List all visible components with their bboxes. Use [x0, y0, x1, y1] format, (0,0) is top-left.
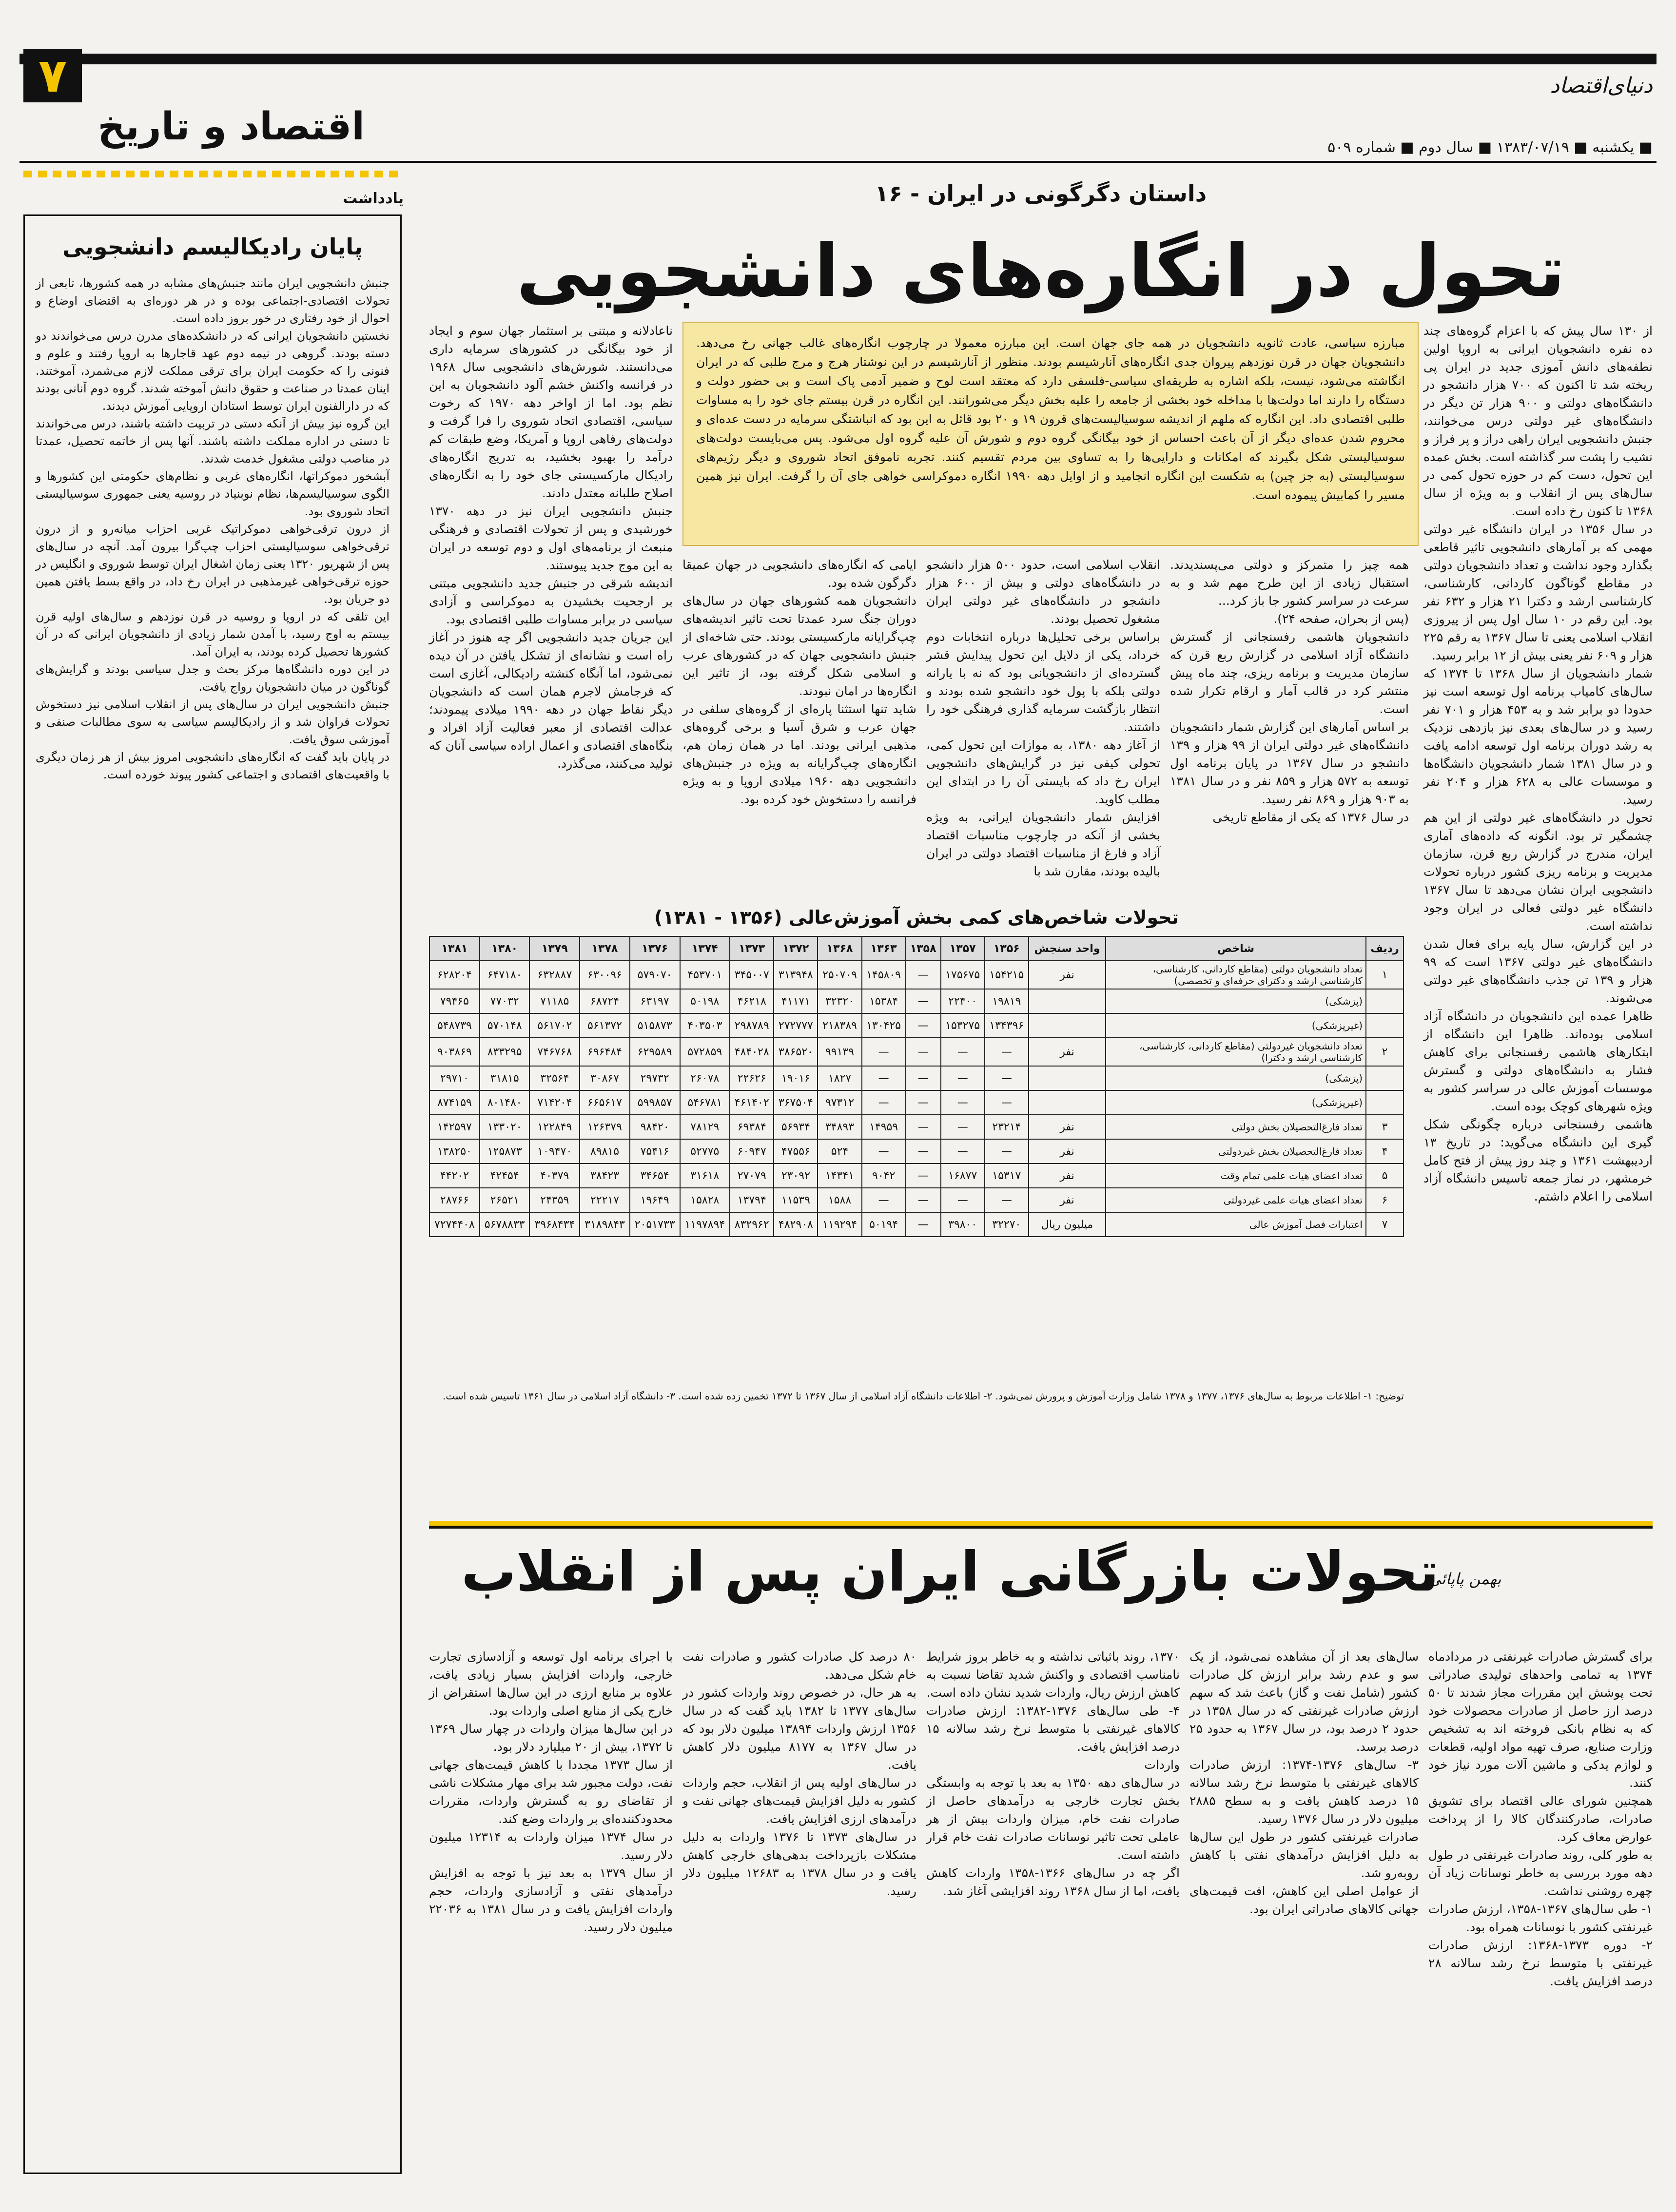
table-cell: ۱۶۸۷۷ — [941, 1164, 985, 1188]
table-cell: نفر — [1029, 1188, 1106, 1212]
table-header-cell: ۱۳۵۶ — [985, 936, 1029, 961]
table-cell — [1029, 1066, 1106, 1090]
table-cell: ۱۷۵۶۷۵ — [941, 961, 985, 989]
table-cell: ۸۳۲۹۶۲ — [730, 1212, 774, 1237]
table-cell: ۱۲۵۸۷۳ — [480, 1139, 530, 1164]
table-cell: ۲۶۰۷۸ — [680, 1066, 730, 1090]
table-cell: ۶ — [1366, 1188, 1403, 1212]
table-cell: نفر — [1029, 961, 1106, 989]
table-cell: ۱۳۷۹۴ — [730, 1188, 774, 1212]
section-title: اقتصاد و تاریخ — [97, 105, 365, 149]
table-cell: ۱۳۳۰۲۰ — [480, 1115, 530, 1139]
table-cell — [1029, 989, 1106, 1013]
table-cell: ۵۷۲۸۵۹ — [680, 1038, 730, 1066]
table-cell: ۹۰۳۸۶۹ — [429, 1038, 480, 1066]
bottom-column-5: با اجرای برنامه اول توسعه و آزادسازی تجارت خارجی، واردات افزایش بسیار زیادی یافت، علاوه بر منابع ارزی در این سال‌ها استقراض از خارج یکی از منابع اصلی واردات بود. در این سال‌ها میزان واردات در چهار سال ۱۳۶۹ تا ۱۳۷۲، بیش از ۲۰ میلیارد دلار بود. از سال ۱۳۷۳ مجددا با کاهش قیمت‌های جهانی نفت، دولت مجبور شد برای مهار مشکلات ناشی از تقاضای رو به گسترش واردات، مقررات محدودکننده‌ای بر واردات وضع کند. در سال ۱۳۷۴ میزان واردات به ۱۲۳۱۴ میلیون دلار رسید. از سال ۱۳۷۹ به بعد نیز با توجه به افزایش درآمدهای نفتی و آزادسازی واردات، حجم واردات افزایش یافت و در سال ۱۳۸۱ به ۲۲۰۳۶ میلیون دلار رسید. — [429, 1649, 673, 1934]
table-cell — [1366, 1013, 1403, 1038]
table-cell: (پزشکی) — [1106, 989, 1366, 1013]
table-cell: (غیرپزشکی) — [1106, 1090, 1366, 1115]
table-cell: ۲۷۲۷۷۷ — [774, 1013, 818, 1038]
table-cell: ۳۲۳۲۰ — [818, 989, 861, 1013]
table-cell: ۱ — [1366, 961, 1403, 989]
table-cell: ۲۰۵۱۷۳۳ — [630, 1212, 680, 1237]
table-header-cell: ۱۳۷۲ — [774, 936, 818, 961]
bottom-column-4: ۸۰ درصد کل صادرات کشور و صادرات نفت خام شکل می‌دهد. به هر حال، در خصوص روند واردات کشور در سال‌های ۱۳۷۷ تا ۱۳۸۲ باید گفت که در سال ۱۳۵۶ ارزش واردات ۱۳۸۹۴ میلیون دلار بود که در سال ۱۳۶۷ به ۸۱۷۷ میلیون دلار کاهش یافت. در سال‌های اولیه پس از انقلاب، حجم واردات کشور به دلیل افزایش قیمت‌های جهانی نفت و درآمدهای ارزی افزایش یافت. در سال‌های ۱۳۷۳ تا ۱۳۷۶ واردات به دلیل مشکلات بازپرداخت بدهی‌های خارجی کاهش یافت و در سال ۱۳۷۸ به ۱۲۶۸۳ میلیون دلار رسید. — [682, 1649, 917, 1898]
table-row — [429, 1212, 1403, 1237]
table-header-cell: ۱۳۷۸ — [580, 936, 630, 961]
table-cell: ۷ — [1366, 1212, 1403, 1237]
table-cell: ۸۷۴۱۵۹ — [429, 1090, 480, 1115]
table-cell: ۱۸۲۷ — [818, 1066, 861, 1090]
table-row — [429, 961, 1403, 989]
table-cell — [1029, 1090, 1106, 1115]
table-cell: ۱۵۳۱۷ — [985, 1164, 1029, 1188]
table-cell: — — [906, 1139, 941, 1164]
table-cell: — — [906, 961, 941, 989]
table-cell: ۲۷۰۷۹ — [730, 1164, 774, 1188]
table-cell: ۶۳۱۹۷ — [630, 989, 680, 1013]
table-cell: — — [906, 1115, 941, 1139]
table-cell: ۷۷۰۳۲ — [480, 989, 530, 1013]
table-header-cell: ۱۳۸۱ — [429, 936, 480, 961]
table-cell: ۶۹۳۸۴ — [730, 1115, 774, 1139]
bottom-column-3: ۱۳۷۰، روند باثباتی نداشته و به خاطر بروز شرایط نامناسب اقتصادی و واکنش شدید تقاضا نسبت به کاهش ارزش ریال، واردات شدید نشان داده است. ۴- طی سال‌های ۱۳۷۶-۱۳۸۲: ارزش صادرات کالاهای غیرنفتی با متوسط نرخ رشد سالانه ۱۵ درصد افزایش یافت. واردات در سال‌های دهه ۱۳۵۰ به بعد با توجه به وابستگی بخش تجارت خارجی به درآمدهای حاصل از صادرات نفت خام، میزان واردات بیش از هر عاملی تحت تاثیر نوسانات صادرات نفت خام قرار داشته است. اگر چه در سال‌های ۱۳۶۶-۱۳۵۸ واردات کاهش یافت، اما از سال ۱۳۶۸ روند افزایشی آغاز شد. — [926, 1649, 1180, 1898]
table-cell: ۶۴۷۱۸۰ — [480, 961, 530, 989]
table-cell: ۱۳۰۴۲۵ — [862, 1013, 906, 1038]
table-cell: ۱۳۴۳۹۶ — [985, 1013, 1029, 1038]
table-cell: ۵۷۹۰۷۰ — [630, 961, 680, 989]
table-cell: ۱۵۸۸ — [818, 1188, 861, 1212]
table-cell: ۱۴۲۵۹۷ — [429, 1115, 480, 1139]
table-header-cell: ۱۳۷۳ — [730, 936, 774, 961]
lead-text: مبارزه سیاسی، عادت ثانویه دانشجویان در همه جای جهان است. این مبارزه معمولا در چارچوب انگاره‌های غالب جهانی رخ می‌دهد. دانشجویان جهان در قرن نوزدهم پیروان جدی انگاره‌های آنارشیسم بودند. منظور از آنارشیسم در این نوشتار هرج و مرج طلبی که در ایران انگاشته می‌شود، نیست، بلکه اشاره به طریقه‌ای سیاسی-فلسفی دارد که معتقد است لوح و ضمیر آدمی پاک است و بی حضور دولت و دستگاه را دارند اما دولت‌ها با مداخله خود بخشی از جامعه را علیه بخش دیگر می‌شورانند. این انگاره در قرن بیستم جای خود را به مساوات طلبی اقتصادی داد. این انگاره که ملهم از اندیشه سوسیالیست‌های قرون ۱۹ و ۲۰ بود قائل به این بود که انباشتگی سرمایه در دست عده‌ای و محروم شدن عده‌ای دیگر از آن باعث احساس از خود بیگانگی گروه دوم و شورش آن علیه گروه اول می‌شود. پس می‌بایست دولت‌های سوسیالیستی شکل بگیرند که امکانات و دارایی‌ها را به تساوی بین مردم تقسیم کنند. تجربه ناموفق اتحاد شوروی و دیگر رژیم‌های سوسیالیستی (به جز چین) به شکست این انگاره انجامید و از اوایل دهه ۱۹۹۰ انگاره دموکراسی خواهی جای آن را گرفت. ایران نیز همین مسیر را کمابیش پیموده است. — [692, 336, 1405, 502]
table-cell: ۲۹۷۳۲ — [630, 1066, 680, 1090]
table-cell: تعداد اعضای هیات علمی تمام وقت — [1106, 1164, 1366, 1188]
table-cell: — — [906, 1212, 941, 1237]
sidebar-box — [23, 214, 402, 2174]
table-cell: — — [985, 1188, 1029, 1212]
table-cell: ۱۳۸۲۵۰ — [429, 1139, 480, 1164]
table-cell: ۱۱۹۲۹۴ — [818, 1212, 861, 1237]
table-cell: ۲۲۲۱۷ — [580, 1188, 630, 1212]
table-cell: ۵۴۸۷۳۹ — [429, 1013, 480, 1038]
table-header-cell: ۱۳۶۸ — [818, 936, 861, 961]
table-cell — [1366, 1090, 1403, 1115]
table-cell: ۹۹۱۳۹ — [818, 1038, 861, 1066]
table-cell: ۱۵۳۸۴ — [862, 989, 906, 1013]
table-cell: ۲۶۵۲۱ — [480, 1188, 530, 1212]
table-cell: ۳۶۷۵۰۴ — [774, 1090, 818, 1115]
table-cell: — — [862, 1188, 906, 1212]
table-cell: ۴۱۱۷۱ — [774, 989, 818, 1013]
table-cell: تعداد اعضای هیات علمی غیردولتی — [1106, 1188, 1366, 1212]
article-headline: تحول در انگاره‌های دانشجویی — [516, 229, 1565, 313]
table-cell: تعداد دانشجویان غیردولتی (مقاطع کاردانی، کارشناسی، کارشناسی ارشد و دکترا) — [1106, 1038, 1366, 1066]
table-cell: — — [862, 1038, 906, 1066]
table-cell: ۶۰۹۴۷ — [730, 1139, 774, 1164]
table-cell: ۱۵۸۲۸ — [680, 1188, 730, 1212]
table-cell: ۱۲۲۸۴۹ — [529, 1115, 580, 1139]
table-cell: ۴۸۴۰۲۸ — [730, 1038, 774, 1066]
table-header-cell: ردیف — [1366, 936, 1403, 961]
table-cell: ۶۲۸۲۰۴ — [429, 961, 480, 989]
table-cell: ۳۹۶۸۴۳۴ — [529, 1212, 580, 1237]
table-cell: ۳۲۵۶۴ — [529, 1066, 580, 1090]
table-cell: — — [941, 1139, 985, 1164]
table-cell: ۵۲۷۷۵ — [680, 1139, 730, 1164]
table-cell: ۳۱۸۱۵ — [480, 1066, 530, 1090]
table-cell — [1366, 989, 1403, 1013]
article-column-3: انقلاب اسلامی است، حدود ۵۰۰ هزار دانشجو در دانشگاه‌های دولتی و بیش از ۶۰۰ هزار دانشجو در دانشگاه‌های غیر دولتی ایران مشغول تحصیل بودند. براساس برخی تحلیل‌ها درباره انتخابات دوم خرداد، یکی از دلایل این تحول پیدایش قشر گسترده‌ای از دانشجویانی بود که نه با یارانه دولتی بلکه با پول خود دانشجو شده بودند و انتظار بازگشت سرمایه گذاری فرهنگی خود را داشتند. از آغاز دهه ۱۳۸۰، به موازات این تحول کمی، تحولی کیفی نیز در گرایش‌های دانشجویی ایران رخ داد که بایستی آن را در ابتدای این مطلب کاوید. افزایش شمار دانشجویان ایرانی، به ویژه بخشی از آنکه در چارچوب مناسبات اقتصاد آزاد و فارغ از مناسبات اقتصاد دولتی در ایران بالیده بودند، مقارن شد با — [926, 558, 1161, 878]
table-cell — [1029, 1013, 1106, 1038]
table-cell: ۱۴۹۵۹ — [862, 1115, 906, 1139]
table-cell: ۲۱۸۳۸۹ — [818, 1013, 861, 1038]
table-header-cell: ۱۳۶۳ — [862, 936, 906, 961]
table-cell: ۷۴۶۷۶۸ — [529, 1038, 580, 1066]
article-column-1: از ۱۳۰ سال پیش که با اعزام گروه‌های چند ده نفره دانشجویان ایرانی به اروپا اولین نطفه‌های دانش آموزی جدید در ایران پی ریخته شد تا اکنون که ۷۰۰ هزار دانشجو در دانشگاه‌های دولتی و ۹۰۰ هزار تن دیگر در دانشگاه‌های غیر دولتی درس می‌خوانند، جنبش دانشجویی ایران راهی دراز و پر فراز و نشیب را پشت سر گذاشته است. بخش عمده این تحول، دست کم در حوزه تحول کمی در سال‌های پس از انقلاب و به ویژه از سال ۱۳۶۸ تا کنون رخ داده است. در سال ۱۳۵۶ در ایران دانشگاه غیر دولتی مهمی که بر آمارهای دانشجویی تاثیر قاطعی بگذارد وجود نداشت و تعداد دانشجویان دولتی در مقاطع گوناگون کاردانی، کارشناسی، کارشناسی ارشد و دکترا ۲۱ هزار و ۶۳۲ نفر بود. این رقم در ۱۰ سال اول پس از پیروزی انقلاب اسلامی یعنی تا سال ۱۳۶۷ به رقم ۲۲۵ هزار و ۶۰۹ نفر یعنی بیش از ۱۲ برابر رسید. شمار دانشجویان از سال ۱۳۶۸ تا ۱۳۷۴ که سال‌های کامیاب برنامه اول توسعه است نیز حدودا دو برابر شد و به ۴۵۳ هزار و ۷۰۱ نفر رسید و در سال‌های بعدی نیز بازدهی نزدیک به رشد دوران برنامه اول توسعه ادامه یافت و در سال ۱۳۸۱ شمار دانشجویان دانشگاه‌ها و موسسات عالی به ۶۲۸ هزار و ۲۰۴ نفر رسید. تحول در دانشگاه‌های غیر دولتی از این هم چشمگیر تر بود. انگونه که داده‌های آماری ایران، مندرج در گزارش ربع قرن، سازمان مدیریت و برنامه ریزی کشور درباره تحولات دانشجویی ایران نشان می‌دهد تا سال ۱۳۶۷ دانشگاه غیر دولتی فعالی در ایران وجود نداشته است. در این گزارش، سال پایه برای فعال شدن دانشگاه‌های غیر دولتی ۱۳۶۷ است که ۹۹ هزار و ۱۳۹ تن جذب دانشگاه‌های غیر دولتی می‌شوند. ظاهرا عمده این دانشجویان در دانشگاه آزاد اسلامی بوده‌اند. ظاهرا این دانشگاه از ابتکارهای هاشمی رفسنجانی برای کاهش فشار به دانشگاه‌های دولتی و گسترش موسسات آموزش عالی در سراسر کشور به ویژه شهرهای کوچک بوده است. هاشمی رفسنجانی درباره چگونگی شکل گیری این دانشگاه می‌گوید: در تاریخ ۱۳ اردیبهشت ۱۳۶۱ و چند روز پیش از فتح کامل خرمشهر، در نماز جمعه تاسیس دانشگاه آزاد اسلامی را اعلام داشتم. — [1423, 324, 1653, 1203]
table-cell: ۱۴۵۸۰۹ — [862, 961, 906, 989]
table-header-cell: ۱۳۷۴ — [680, 936, 730, 961]
table-cell: — — [941, 1090, 985, 1115]
table-cell: نفر — [1029, 1164, 1106, 1188]
table-cell: ۱۰۹۴۷۰ — [529, 1139, 580, 1164]
table-cell: اعتبارات فصل آموزش عالی — [1106, 1212, 1366, 1237]
table-row — [429, 989, 1403, 1013]
table-cell: — — [862, 1139, 906, 1164]
table-cell: — — [906, 1188, 941, 1212]
table-cell: ۴۶۲۱۸ — [730, 989, 774, 1013]
table-row — [429, 1038, 1403, 1066]
table-cell: ۳۴۶۵۴ — [630, 1164, 680, 1188]
table-cell: ۵۶۱۷۰۲ — [529, 1013, 580, 1038]
table-cell: ۳۱۸۹۸۴۳ — [580, 1212, 630, 1237]
article-column-1-continued — [1423, 907, 1653, 1516]
table-cell: ۷۱۴۲۰۴ — [529, 1090, 580, 1115]
table-cell: — — [941, 1188, 985, 1212]
table-cell: ۲۹۷۱۰ — [429, 1066, 480, 1090]
section-divider — [429, 1526, 1653, 1529]
table-cell: ۴ — [1366, 1139, 1403, 1164]
table-cell: — — [985, 1090, 1029, 1115]
table-cell: ۴۵۳۷۰۱ — [680, 961, 730, 989]
bottom-headline: تحولات بازرگانی ایران پس از انقلاب — [461, 1540, 1439, 1604]
table-cell: ۵۶۹۳۴ — [774, 1115, 818, 1139]
table-cell: ۴۲۴۵۴ — [480, 1164, 530, 1188]
table-header-row — [429, 936, 1403, 961]
table-cell: ۹۰۴۲ — [862, 1164, 906, 1188]
table-cell: ۱۱۹۷۸۹۴ — [680, 1212, 730, 1237]
table-cell: ۳۸۴۲۳ — [580, 1164, 630, 1188]
table-cell: — — [862, 1090, 906, 1115]
table-title: تحولات شاخص‌های کمی بخش آموزش‌عالی (۱۳۵۶ - ۱۳۸۱) — [654, 907, 1179, 928]
table-cell: ۲۳۲۱۴ — [985, 1115, 1029, 1139]
table-cell: ۹۷۳۱۲ — [818, 1090, 861, 1115]
table-cell: ۴۸۲۹۰۸ — [774, 1212, 818, 1237]
table-cell: ۳۱۶۱۸ — [680, 1164, 730, 1188]
table-cell: ۳۲۲۷۰ — [985, 1212, 1029, 1237]
table-cell: ۳ — [1366, 1115, 1403, 1139]
table-cell: — — [941, 1066, 985, 1090]
table-cell: ۴۶۱۴۰۲ — [730, 1090, 774, 1115]
table-cell: — — [985, 1066, 1029, 1090]
table-header-cell: ۱۳۷۶ — [630, 936, 680, 961]
table-cell: — — [906, 1038, 941, 1066]
table-cell: — — [941, 1115, 985, 1139]
table-cell: ۷۵۴۱۶ — [630, 1139, 680, 1164]
table-cell: ۲۳۰۹۲ — [774, 1164, 818, 1188]
table-cell: ۲۲۴۰۰ — [941, 989, 985, 1013]
table-row — [429, 1090, 1403, 1115]
bottom-column-2: سال‌های بعد از آن مشاهده نمی‌شود، از یک سو و عدم رشد برابر ارزش کل صادرات کشور (شامل نفت و گاز) باعث شد که سهم ارزش صادرات غیرنفتی که در سال ۱۳۵۸ در حدود ۲ درصد بود، در سال ۱۳۶۷ به حدود ۲۵ درصد برسد. ۳- سال‌های ۱۳۷۶-۱۳۷۴: ارزش صادرات کالاهای غیرنفتی با متوسط نرخ رشد سالانه ۱۵ درصد کاهش یافت و به سطح ۲۸۸۵ میلیون دلار در سال ۱۳۷۶ رسید. صادرات غیرنفتی کشور در طول این سال‌ها به دلیل افزایش درآمدهای نفتی با کاهش روبه‌رو شد. از عوامل اصلی این کاهش، افت قیمت‌های جهانی کالاهای صادراتی ایران بود. — [1189, 1649, 1419, 1916]
table-cell — [1366, 1066, 1403, 1090]
table-cell: ۳۰۸۶۷ — [580, 1066, 630, 1090]
table-cell: (غیرپزشکی) — [1106, 1013, 1366, 1038]
table-cell: ۴۰۳۵۰۳ — [680, 1013, 730, 1038]
table-cell: — — [906, 1013, 941, 1038]
table-cell: ۲۹۸۷۸۹ — [730, 1013, 774, 1038]
table-cell: — — [906, 989, 941, 1013]
table-cell: ۱۹۶۴۹ — [630, 1188, 680, 1212]
table-cell: نفر — [1029, 1115, 1106, 1139]
table-cell: ۴۰۳۷۹ — [529, 1164, 580, 1188]
table-cell: — — [906, 1090, 941, 1115]
table-row — [429, 1066, 1403, 1090]
top-rule — [19, 54, 1657, 64]
table-cell: ۵۶۷۸۸۳۳ — [480, 1212, 530, 1237]
table-cell: میلیون ریال — [1029, 1212, 1106, 1237]
bottom-column-1: برای گسترش صادرات غیرنفتی در مردادماه ۱۳۷۴ به تمامی واحدهای تولیدی صادراتی تحت پوشش این مقررات مجاز شدند تا ۵۰ درصد ارز حاصل از صادرات محصولات خود که به نظام بانکی فروخته اند به تشخیص وزارت صنایع، صرف تهیه مواد اولیه، قطعات و لوازم یدکی و ماشین آلات مورد نیاز خود کنند. همچنین شورای عالی اقتصاد برای تشویق صادرات، صادرکنندگان کالا را از پرداخت عوارض معاف کرد. به طور کلی، روند صادرات غیرنفتی در طول دهه مورد بررسی به خاطر نوسانات زیاد آن چهره روشنی نداشت. ۱- طی سال‌های ۱۳۶۷-۱۳۵۸، ارزش صادرات غیرنفتی کشور با نوسانات همراه بود. ۲- دوره ۱۳۷۳-۱۳۶۸: ارزش صادرات غیرنفتی با متوسط نرخ رشد سالانه ۲۸ درصد افزایش یافت. — [1428, 1649, 1653, 1988]
table-cell: ۸۳۳۲۹۵ — [480, 1038, 530, 1066]
sidebar-body: جنبش دانشجویی ایران مانند جنبش‌های مشابه در همه کشورها، تابعی از تحولات اقتصادی-اجتماعی بوده و در هر دوره‌ای به اقتضای اوضاع و احوال از خود رفتاری در خور بروز داده است. نخستین دانشجویان ایرانی که در دانشکده‌های مدرن درس می‌خواندند دو دسته بودند. گروهی در نیمه دوم عهد قاجارها به اروپا رفتند و علوم و فنونی را که حکومت ایران برای ترقی مملکت لازم می‌شمرد، آموختند. اینان عمدتا در صناعت و حقوق دانش آموخته شدند. گروه دوم آنانی بودند که در دارالفنون ایران توسط استادان اروپایی آموزش دیدند. این گروه نیز بیش از آنکه دستی در تربیت داشته باشند، درس می‌خواندند تا دستی در اداره مملکت داشته باشند. آنها پس از خاتمه تحصیل، عمدتا در مناصب دولتی مشغول خدمت شدند. آبشخور دموکراتها، انگاره‌های غربی و نظام‌های حکومتی این کشورها و الگوی سوسیالیسم‌ها، نظام نوبنیاد در روسیه یعنی جمهوری سوسیالیستی اتحاد شوروی بود. از درون ترقی‌خواهی دموکراتیک غربی احزاب میانه‌رو و از درون ترقی‌خواهی سوسیالیستی احزاب چپ‌گرا بیرون آمد. آنچه در سال‌های پس از شهریور ۱۳۲۰ یعنی زمان اشغال ایران توسط شوروی و انگلیس در حوزه ترقی‌خواهی غیرمذهبی در ایران رخ داد، در واقع بسط یافتن همین دو جریان بود. این تلقی که در اروپا و روسیه در قرن نوزدهم و سال‌های اولیه قرن بیستم به اوج رسید، با آمدن شمار زیادی از دانشجویان ایرانی که در آن کشورها تحصیل کرده بودند، به ایران آمد. در این دوره دانشگاه‌ها مرکز بحث و جدل سیاسی بودند و گرایش‌های گوناگون در میان دانشجویان رواج یافت. جنبش دانشجویی ایران در سال‌های پس از انقلاب اسلامی نیز دستخوش تحولات فراوان شد و از رادیکالیسم سیاسی به سوی مطالبات صنفی و آموزشی سوق یافت. در پایان باید گفت که انگاره‌های دانشجویی امروز بیش از هر زمان دیگری با واقعیت‌های اقتصادی و اجتماعی کشور پیوند خورده است. — [36, 276, 390, 781]
table-cell: — — [906, 1164, 941, 1188]
table-cell: نفر — [1029, 1038, 1106, 1066]
table-cell: ۸۰۱۴۸۰ — [480, 1090, 530, 1115]
table-cell: ۶۶۵۶۱۷ — [580, 1090, 630, 1115]
article-column-2: همه چیز را متمرکز و دولتی می‌پسندیدند. استقبال زیادی از این طرح مهم شد و به سرعت در سراسر کشور جا باز کرد... (پس از بحران، صفحه ۲۴). دانشجویان هاشمی رفسنجانی از گسترش دانشگاه آزاد اسلامی در گزارش ربع قرن که سازمان مدیریت و برنامه ریزی، چند ماه پیش منتشر کرد در قالب آمار و ارقام تکرار شده است. بر اساس آمارهای این گزارش شمار دانشجویان دانشگاه‌های غیر دولتی ایران از ۹۹ هزار و ۱۳۹ دانشجو در سال ۱۳۶۷ در پایان برنامه اول توسعه به ۵۷۲ هزار و ۸۵۹ نفر و در سال ۱۳۸۱ به ۹۰۳ هزار و ۸۶۹ نفر رسید. در سال ۱۳۷۶ که یکی از مقاطع تاریخی — [1170, 558, 1409, 824]
article-kicker: داستان دگرگونی در ایران - ۱۶ — [875, 180, 1207, 207]
table-cell: ۶۲۹۵۸۹ — [630, 1038, 680, 1066]
table-cell: ۷۹۴۶۵ — [429, 989, 480, 1013]
table-cell: — — [862, 1066, 906, 1090]
table-cell: — — [985, 1139, 1029, 1164]
sidebar-title: پایان رادیکالیسم دانشجویی — [62, 233, 363, 260]
table-cell: ۸۹۸۱۵ — [580, 1139, 630, 1164]
table-cell: ۲۸۷۶۶ — [429, 1188, 480, 1212]
table-cell: ۵۲۴ — [818, 1139, 861, 1164]
table-cell: ۲۲۶۲۶ — [730, 1066, 774, 1090]
table-cell: تعداد دانشجویان دولتی (مقاطع کاردانی، کارشناسی، کارشناسی ارشد و دکترای حرفه‌ای و تخصصی) — [1106, 961, 1366, 989]
byline: بهمن پاپائی — [1428, 1570, 1501, 1588]
table-cell: ۵۰۱۹۸ — [680, 989, 730, 1013]
table-header-cell: ۱۳۵۸ — [906, 936, 941, 961]
table-header-cell: ۱۳۷۹ — [529, 936, 580, 961]
table-cell: — — [906, 1066, 941, 1090]
table-cell: ۵۷۰۱۴۸ — [480, 1013, 530, 1038]
table-cell: ۲۴۳۵۹ — [529, 1188, 580, 1212]
table-cell: — — [941, 1038, 985, 1066]
stats-table-block — [429, 907, 1404, 1418]
table-cell: ۴۷۵۵۶ — [774, 1139, 818, 1164]
dateline: ■ یکشنبه ■ ۱۳۸۳/۰۷/۱۹ ■ سال دوم ■ شماره ۵۰۹ — [1327, 139, 1653, 156]
table-cell: ۶۳۰۰۹۶ — [580, 961, 630, 989]
table-cell: ۳۴۵۰۰۷ — [730, 961, 774, 989]
table-row — [429, 1139, 1403, 1164]
table-header-cell: واحد سنجش — [1029, 936, 1106, 961]
table-cell: ۵ — [1366, 1164, 1403, 1188]
table-cell: (پزشکی) — [1106, 1066, 1366, 1090]
table-body — [429, 961, 1403, 1237]
table-cell: ۳۴۸۹۳ — [818, 1115, 861, 1139]
table-cell: ۱۹۰۱۶ — [774, 1066, 818, 1090]
table-cell: تعداد فارغ‌التحصیلان بخش غیردولتی — [1106, 1139, 1366, 1164]
table-cell: تعداد فارغ‌التحصیلان بخش دولتی — [1106, 1115, 1366, 1139]
table-cell: ۱۲۶۳۷۹ — [580, 1115, 630, 1139]
section-divider-yellow — [429, 1521, 1653, 1526]
table-cell: ۳۸۶۵۲۰ — [774, 1038, 818, 1066]
table-cell: ۵۶۱۳۷۲ — [580, 1013, 630, 1038]
table-cell: ۷۸۱۲۹ — [680, 1115, 730, 1139]
table-cell: ۵۴۶۷۸۱ — [680, 1090, 730, 1115]
sidebar-column — [23, 190, 404, 2179]
article-column-5: ناعادلانه و مبتنی بر استثمار جهان سوم و ایجاد از خود بیگانگی در کشورهای سرمایه داری می‌دانستند. شورش‌های دانشجویی سال ۱۹۶۸ در فرانسه واکنش خشم آلود دانشجویان به این نظم بود. اما از اواخر دهه ۱۹۷۰ که رخوت سیاسی، اقتصادی اتحاد شوروی را فرا گرفت و دولت‌های رفاهی اروپا و آمریکا، وضع طبقات کم درآمد را بهبود بخشید، به تدریج انگاره‌های رادیکال مارکسیستی جای خود را به انگاره‌های اصلاح طلبانه معتدل دادند. جنبش دانشجویی ایران نیز در دهه ۱۳۷۰ خورشیدی و پس از تحولات اقتصادی و فرهنگی منبعث از برنامه‌های اول و دوم توسعه در ایران به این موج جدید پیوستند. اندیشه شرقی در جنبش جدید دانشجویی مبتنی بر ارجحیت بخشیدن به دموکراسی و آزادی سیاسی در برابر مساوات طلبی اقتصادی بود. این جریان جدید دانشجویی اگر چه هنوز در آغاز راه است و نشانه‌ای از تشکل یافتن در آن دیده نمی‌شود، اما آنگاه کنشته رادیکالی، آغازی است که فرجامش لاجرم همان است که دانشجویان دیگر نقاط جهان در دهه ۱۹۹۰ میلادی پیمودند؛ عدالت اقتصادی از معبر فعالیت آزاد افراد و بنگاه‌های اقتصادی و اعمال اراده سیاسی آنان که تولید می‌کنند، می‌گذرد. — [429, 324, 673, 771]
table-cell: ۵۱۵۸۷۳ — [630, 1013, 680, 1038]
table-cell: ۲۵۰۷۰۹ — [818, 961, 861, 989]
table-header-cell: ۱۳۸۰ — [480, 936, 530, 961]
table-cell: ۱۵۳۲۷۵ — [941, 1013, 985, 1038]
table-row — [429, 1013, 1403, 1038]
table-cell: ۵۹۹۸۵۷ — [630, 1090, 680, 1115]
header-divider — [19, 161, 1657, 163]
sidebar-dashed-rule — [23, 171, 404, 177]
table-cell: ۶۹۶۴۸۴ — [580, 1038, 630, 1066]
newspaper-logo: دنیای‌اقتصاد — [1550, 73, 1653, 98]
table-cell: ۱۴۳۴۱ — [818, 1164, 861, 1188]
page-number: ۷ — [23, 49, 82, 102]
table-cell: ۶۳۲۸۸۷ — [529, 961, 580, 989]
table-cell: ۳۹۸۰۰ — [941, 1212, 985, 1237]
lead-box — [682, 322, 1419, 546]
table-cell: ۵۰۱۹۴ — [862, 1212, 906, 1237]
table-cell: ۱۱۵۳۹ — [774, 1188, 818, 1212]
table-cell: ۷۱۱۸۵ — [529, 989, 580, 1013]
table-row — [429, 1164, 1403, 1188]
table-header-cell: شاخص — [1106, 936, 1366, 961]
table-cell: — — [985, 1038, 1029, 1066]
table-cell: ۴۴۲۰۲ — [429, 1164, 480, 1188]
table-header-cell: ۱۳۵۷ — [941, 936, 985, 961]
table-cell: ۶۸۷۲۴ — [580, 989, 630, 1013]
table-cell: ۱۵۴۲۱۵ — [985, 961, 1029, 989]
table-cell: نفر — [1029, 1139, 1106, 1164]
article-column-4: ایامی که انگاره‌های دانشجویی در جهان عمیقا دگرگون شده بود. دانشجویان همه کشورهای جهان در سال‌های دوران جنگ سرد عمدتا تحت تاثیر اندیشه‌های چپ‌گرایانه مارکسیستی بودند. حتی شاخه‌ای از جنبش دانشجویی جهان که در کشورهای عرب و اسلامی شکل گرفته بود، از تاثیر این انگاره‌ها در امان نبودند. شاید تنها استثنا پاره‌ای از گروه‌های سلفی در جهان عرب و شرق آسیا و برخی گروه‌های مذهبی ایرانی بودند. اما در همان زمان هم، انگاره‌های چپ‌گرایانه به ویژه در جنبش‌های دانشجویی دهه ۱۹۶۰ میلادی اروپا و به ویژه فرانسه را دستخوش خود کرده بود. — [682, 558, 916, 806]
table-cell: ۲ — [1366, 1038, 1403, 1066]
table-cell: ۹۸۴۲۰ — [630, 1115, 680, 1139]
table-row — [429, 1188, 1403, 1212]
stats-table — [429, 936, 1404, 1237]
table-cell: ۷۲۷۴۴۰۸ — [429, 1212, 480, 1237]
table-notes: توضیح: ۱- اطلاعات مربوط به سال‌های ۱۳۷۶، ۱۳۷۷ و ۱۳۷۸ شامل وزارت آموزش و پرورش نمی‌شود. ۲- اطلاعات دانشگاه آزاد اسلامی از سال ۱۳۶۷ تا ۱۳۷۲ تخمین زده شده است. ۳- دانشگاه آزاد اسلامی در سال ۱۳۶۱ تاسیس شده است. — [442, 1390, 1404, 1402]
note-label: یادداشت — [343, 190, 404, 207]
table-cell: ۱۹۸۱۹ — [985, 989, 1029, 1013]
table-row — [429, 1115, 1403, 1139]
table-cell: ۳۱۳۹۴۸ — [774, 961, 818, 989]
